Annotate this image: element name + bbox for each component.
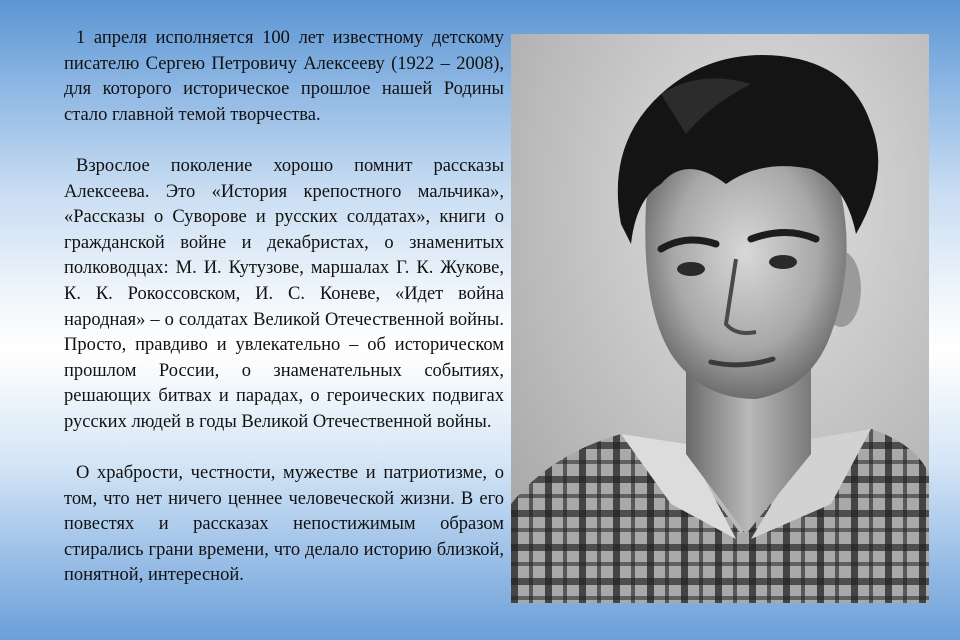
article-text [64,26,504,615]
paragraph-anniversary: 1 апреля исполняется 100 лет известному детскому писателю Сергею Петровичу Алексееву (1922 – 2008), для которого историческое прошлое нашей Родины стало главной темой творчества. [64,28,504,125]
paragraph-themes: О храбрости, честности, мужестве и патриотизме, о том, что нет ничего ценнее человеческой жизни. В его повестях и рассказах непостижимым образом стирались грани времени, что делало историю близкой, понятной, интересной. [64,463,504,586]
paragraph-works: Взрослое поколение хорошо помнит рассказы Алексеева. Это «История крепостного мальчика», «Рассказы о Суворове и русских солдатах», книги о гражданской войне и декабристах, о знаменитых полководцах: М. И. Кутузове, маршалах Г. К. Жукове, К. К. Рокоссовском, И. С. Коневе, «Идет война народная» – о солдатах Великой Отечественной войны. Просто, правдиво и увлекательно – об историческом прошлом России, о знаменательных событиях, решающих битвах и парадах, о героических подвигах русских людей в годы Великой Отечественной войны. [64,155,504,432]
author-portrait [511,34,929,603]
person-portrait-icon [511,34,929,603]
